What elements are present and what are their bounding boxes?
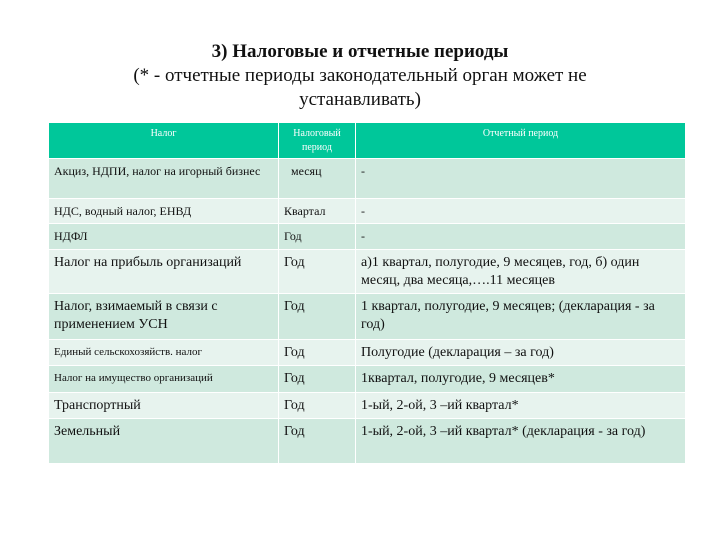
cell-tax-period: Год	[279, 250, 356, 294]
title-line-3: устанавливать)	[299, 89, 421, 110]
cell-reporting-period: 1-ый, 2-ой, 3 –ий квартал*	[356, 393, 686, 419]
cell-tax-period: Год	[279, 224, 356, 250]
cell-tax: Единый сельскохозяйств. налог	[49, 340, 279, 366]
cell-tax: НДФЛ	[49, 224, 279, 250]
table-row	[49, 340, 686, 366]
cell-tax: НДС, водный налог, ЕНВД	[49, 199, 279, 224]
title-line-2: (* - отчетные периоды законодательный орган может не	[133, 65, 587, 86]
cell-tax: Акциз, НДПИ, налог на игорный бизнес	[49, 159, 279, 199]
table-row	[49, 250, 686, 294]
cell-reporting-period: Полугодие (декларация – за год)	[356, 340, 686, 366]
cell-tax-period: Год	[279, 366, 356, 393]
cell-tax-period: месяц	[279, 159, 356, 199]
header-reporting-period: Отчетный период	[356, 123, 686, 159]
cell-reporting-period: -	[356, 159, 686, 199]
slide-title	[60, 40, 660, 112]
table-row	[49, 159, 686, 199]
table-row	[49, 419, 686, 464]
table-row	[49, 294, 686, 340]
cell-tax-period: Квартал	[279, 199, 356, 224]
cell-tax-period: Год	[279, 340, 356, 366]
cell-tax-period: Год	[279, 393, 356, 419]
header-tax: Налог	[49, 123, 279, 159]
cell-tax: Налог на прибыль организаций	[49, 250, 279, 294]
cell-reporting-period: 1-ый, 2-ой, 3 –ий квартал* (декларация - за год)	[356, 419, 686, 464]
cell-tax: Транспортный	[49, 393, 279, 419]
cell-reporting-period: 1квартал, полугодие, 9 месяцев*	[356, 366, 686, 393]
table-row	[49, 199, 686, 224]
cell-reporting-period: а)1 квартал, полугодие, 9 месяцев, год, б) один месяц, два месяца,….11 месяцев	[356, 250, 686, 294]
cell-reporting-period: 1 квартал, полугодие, 9 месяцев; (декларация - за год)	[356, 294, 686, 340]
cell-tax-period: Год	[279, 419, 356, 464]
table-row	[49, 366, 686, 393]
cell-tax: Земельный	[49, 419, 279, 464]
cell-tax: Налог, взимаемый в связи с применением УСН	[49, 294, 279, 340]
table-header	[49, 123, 686, 159]
cell-tax: Налог на имущество организаций	[49, 366, 279, 393]
table-row	[49, 393, 686, 419]
cell-reporting-period: -	[356, 199, 686, 224]
header-tax-period: Налоговый период	[279, 123, 356, 159]
cell-tax-period: Год	[279, 294, 356, 340]
tax-periods-table	[48, 122, 686, 464]
title-line-1: 3) Налоговые и отчетные периоды	[211, 41, 509, 62]
table-row	[49, 224, 686, 250]
cell-reporting-period: -	[356, 224, 686, 250]
